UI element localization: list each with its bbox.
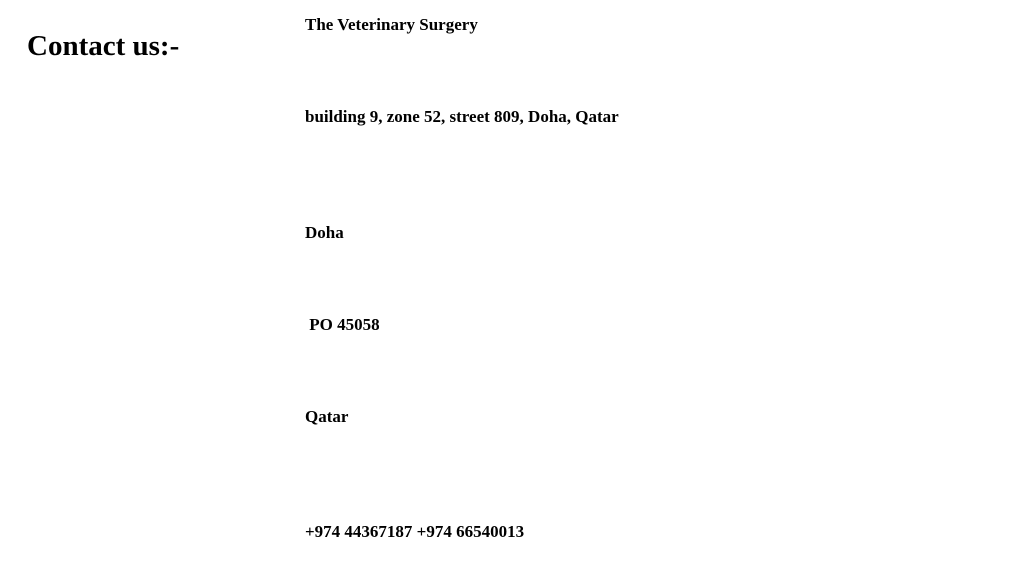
contact-heading: Contact us:- bbox=[27, 30, 180, 62]
po-box: PO 45058 bbox=[305, 315, 380, 334]
phone-numbers: +974 44367187 +974 66540013 bbox=[305, 522, 525, 541]
business-name: The Veterinary Surgery bbox=[305, 15, 478, 34]
city: Doha bbox=[305, 223, 344, 242]
country: Qatar bbox=[305, 407, 349, 426]
street-address: building 9, zone 52, street 809, Doha, Qatar bbox=[305, 107, 619, 126]
